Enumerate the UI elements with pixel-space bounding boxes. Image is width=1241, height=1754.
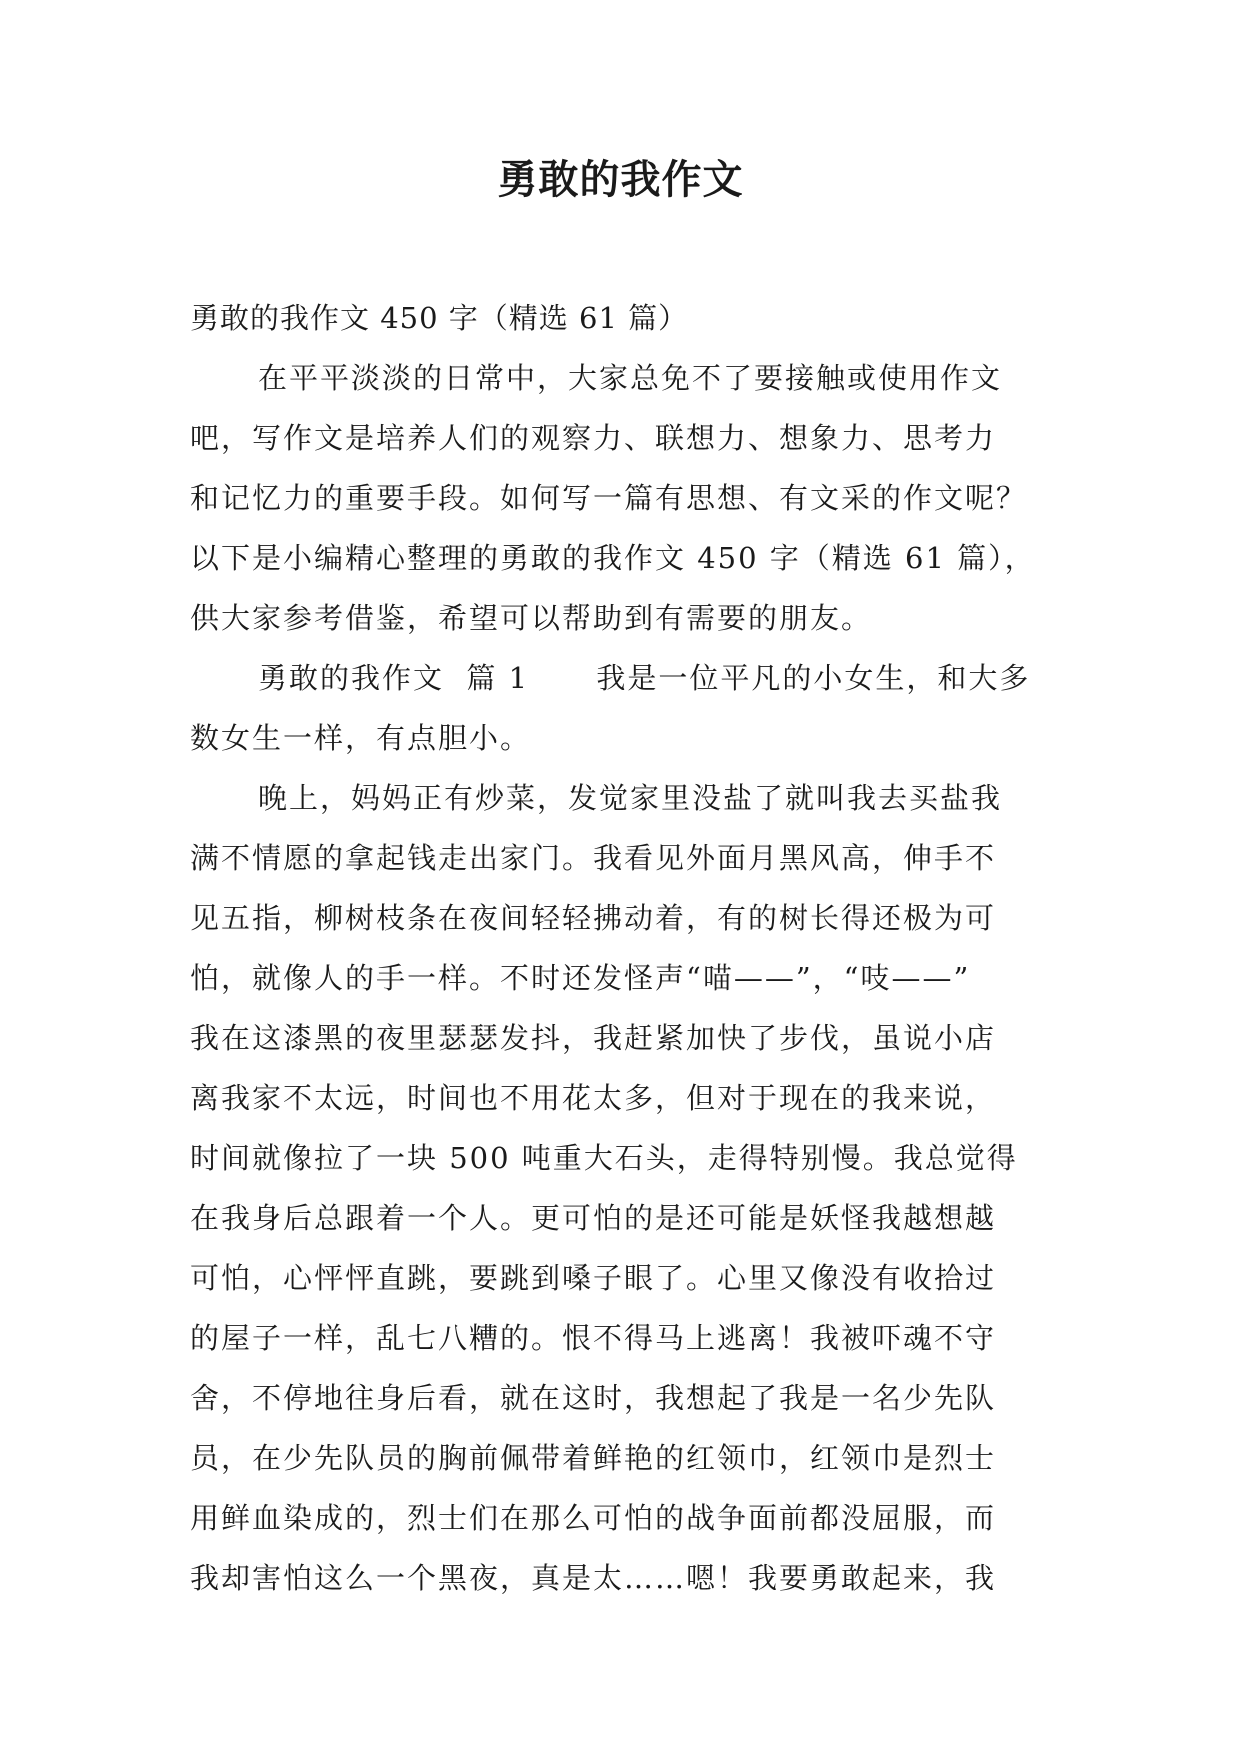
paragraph-line: 可怕，心怦怦直跳，要跳到嗓子眼了。心里又像没有收拾过 (190, 1261, 997, 1295)
paragraph-line: 在我身后总跟着一个人。更可怕的是还可能是妖怪我越想越 (190, 1201, 997, 1235)
paragraph-line: 用鲜血染成的，烈士们在那么可怕的战争面前都没屈服，而 (190, 1501, 997, 1535)
paragraph-line: 舍，不停地往身后看，就在这时，我想起了我是一名少先队 (190, 1381, 997, 1415)
document-body (190, 288, 1052, 1608)
paragraph-line: 在平平淡淡的日常中，大家总免不了要接触或使用作文 (258, 361, 1003, 395)
paragraph-line: 满不情愿的拿起钱走出家门。我看见外面月黑风高，伸手不 (190, 841, 997, 875)
paragraph-line: 见五指，柳树枝条在夜间轻轻拂动着，有的树长得还极为可 (190, 901, 997, 935)
document-title: 勇敢的我作文 (497, 157, 744, 203)
paragraph-line: 的屋子一样，乱七八糟的。恨不得马上逃离！我被吓魂不守 (190, 1321, 997, 1355)
subtitle-line: 勇敢的我作文 450 字（精选 61 篇） (190, 301, 689, 335)
paragraph-line: 晚上，妈妈正有炒菜，发觉家里没盐了就叫我去买盐我 (258, 781, 1003, 815)
paragraph-line: 勇敢的我作文 篇 1 我是一位平凡的小女生，和大多 (258, 661, 1031, 695)
paragraph-line: 以下是小编精心整理的勇敢的我作文 450 字（精选 61 篇）， (190, 541, 1036, 575)
paragraph-line: 时间就像拉了一块 500 吨重大石头，走得特别慢。我总觉得 (190, 1141, 1018, 1175)
paragraph-line: 和记忆力的重要手段。如何写一篇有思想、有文采的作文呢？ (190, 481, 1028, 515)
paragraph-line: 供大家参考借鉴，希望可以帮助到有需要的朋友。 (190, 601, 873, 635)
paragraph-line: 数女生一样，有点胆小。 (190, 721, 532, 755)
paragraph-line: 吧，写作文是培养人们的观察力、联想力、想象力、思考力 (190, 421, 997, 455)
paragraph-line: 怕，就像人的手一样。不时还发怪声“喵——”，“吱——” (190, 961, 971, 995)
paragraph-line: 我却害怕这么一个黑夜，真是太……嗯！我要勇敢起来，我 (190, 1561, 997, 1595)
paragraph-line: 员，在少先队员的胸前佩带着鲜艳的红领巾，红领巾是烈士 (190, 1441, 997, 1475)
paragraph-line: 离我家不太远，时间也不用花太多，但对于现在的我来说， (190, 1081, 997, 1115)
paragraph-line: 我在这漆黑的夜里瑟瑟发抖，我赶紧加快了步伐，虽说小店 (190, 1021, 997, 1055)
